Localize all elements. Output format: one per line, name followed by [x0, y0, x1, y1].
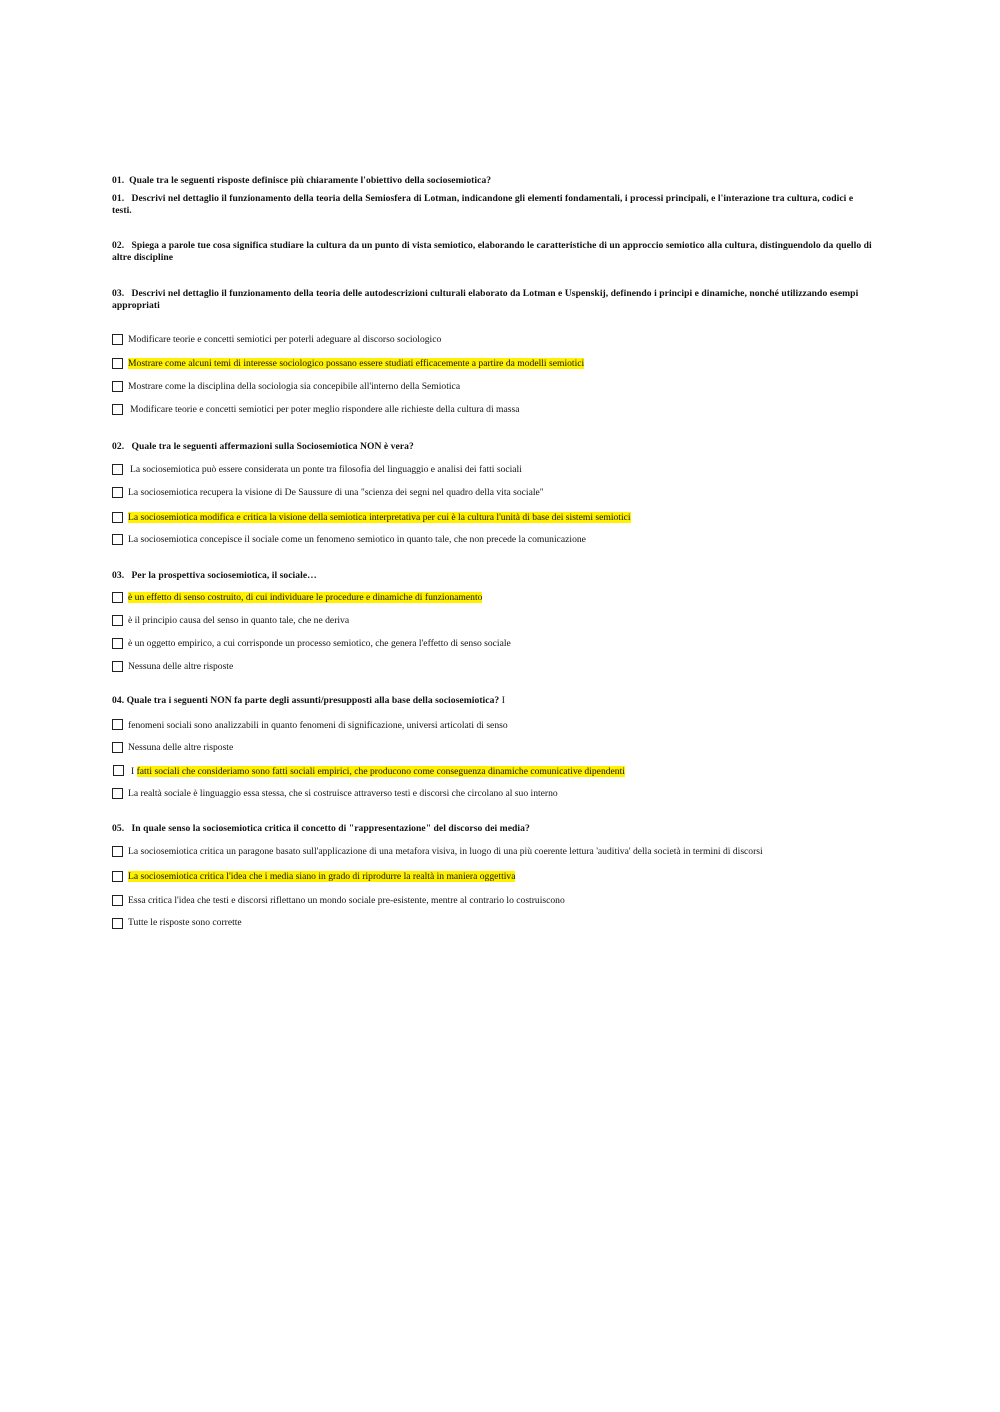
answer-text-highlighted: La sociosemiotica modifica e critica la visione della semiotica interpretativa per cui è la cultura l'unità di base dei sistemi semiotici	[128, 512, 631, 523]
answer-option	[128, 486, 544, 499]
question-number: 01.	[112, 175, 125, 186]
question-text: Quale tra i seguenti NON fa parte degli assunti/presupposti alla base della sociosemiotica?	[126, 695, 500, 706]
answer-checkbox[interactable]	[112, 464, 123, 475]
question-03-autodescrizioni	[112, 288, 872, 312]
question-text: In quale senso la sociosemiotica critica il concetto di "rappresentazione" del discorso dei media?	[131, 823, 530, 834]
answer-checkbox[interactable]	[112, 487, 123, 498]
answer-text-highlighted: Mostrare come alcuni temi di interesse sociologico possano essere studiati efficacemente a partire da modelli semiotici	[128, 358, 585, 369]
question-02-non-vera	[112, 441, 414, 453]
answer-text: è un oggetto empirico, a cui corrisponde un processo semiotico, che genera l'effetto di senso sociale	[128, 638, 511, 649]
answer-checkbox[interactable]	[112, 788, 123, 799]
question-number: 05.	[112, 823, 125, 834]
question-text: Quale tra le seguenti risposte definisce più chiaramente l'obiettivo della sociosemiotica?	[129, 175, 492, 186]
answer-checkbox[interactable]	[112, 592, 123, 603]
answer-option	[130, 403, 519, 416]
answer-option	[128, 719, 508, 732]
answer-text: Modificare teorie e concetti semiotici per poter meglio rispondere alle richieste della cultura di massa	[130, 404, 520, 415]
answer-checkbox[interactable]	[112, 404, 123, 415]
answer-checkbox[interactable]	[112, 846, 123, 857]
question-04-assunti	[112, 695, 505, 707]
question-03-sociale	[112, 570, 317, 582]
question-01-objective	[112, 175, 872, 187]
answer-option	[128, 660, 233, 673]
answer-checkbox[interactable]	[112, 871, 123, 882]
answer-checkbox[interactable]	[112, 918, 123, 929]
answer-checkbox[interactable]	[112, 615, 123, 626]
answer-text: La realtà sociale è linguaggio essa stessa, che si costruisce attraverso testi e discorsi che circolano al suo interno	[128, 788, 558, 799]
answer-option	[128, 894, 565, 907]
answer-checkbox[interactable]	[112, 719, 123, 730]
answer-checkbox[interactable]	[112, 638, 123, 649]
answer-option	[128, 357, 584, 370]
answer-text: Nessuna delle altre risposte	[128, 661, 234, 672]
answer-checkbox[interactable]	[112, 512, 123, 523]
answer-option	[130, 463, 522, 476]
answer-option	[128, 870, 515, 883]
answer-option	[128, 333, 441, 346]
question-number: 01.	[112, 193, 125, 204]
answer-option	[128, 637, 511, 650]
answer-checkbox[interactable]	[112, 334, 123, 345]
answer-text: Modificare teorie e concetti semiotici per poterli adeguare al discorso sociologico	[128, 334, 442, 345]
answer-checkbox[interactable]	[112, 381, 123, 392]
answer-option	[128, 591, 482, 604]
question-tail: I	[501, 695, 505, 706]
answer-option	[128, 741, 233, 754]
question-number: 03.	[112, 570, 125, 581]
answer-option	[128, 511, 631, 524]
answer-text: Nessuna delle altre risposte	[128, 742, 234, 753]
answer-option	[131, 765, 625, 778]
question-number: 02.	[112, 441, 125, 452]
answer-checkbox[interactable]	[112, 534, 123, 545]
question-text: Per la prospettiva sociosemiotica, il sociale…	[131, 570, 317, 581]
answer-text: La sociosemiotica recupera la visione di De Saussure di una "scienza dei segni nel quadro della vita sociale"	[128, 487, 544, 498]
answer-text-highlighted: fatti sociali che consideriamo sono fatti sociali empirici, che producono come conseguenza dinamiche comunicative dipendenti	[136, 766, 625, 777]
answer-text-highlighted: è un effetto di senso costruito, di cui individuare le procedure e dinamiche di funzionamento	[128, 592, 483, 603]
answer-option	[128, 380, 460, 393]
answer-checkbox[interactable]	[112, 358, 123, 369]
answer-text: Essa critica l'idea che testi e discorsi riflettano un mondo sociale pre-esistente, mentre al contrario lo costruiscono	[128, 895, 565, 906]
answer-text: Tutte le risposte sono corrette	[128, 917, 242, 928]
answer-text: è il principio causa del senso in quanto tale, che ne deriva	[128, 615, 350, 626]
question-number: 03.	[112, 288, 125, 299]
question-number: 04.	[112, 695, 125, 706]
answer-option	[128, 614, 349, 627]
question-text: Descrivi nel dettaglio il funzionamento della teoria delle autodescrizioni culturali elaborato da Lotman e Uspenskij, definendo i principi e dinamiche, nonché utilizzando esempi appropriati	[112, 288, 859, 311]
answer-checkbox[interactable]	[112, 742, 123, 753]
answer-checkbox[interactable]	[113, 765, 124, 776]
answer-text: La sociosemiotica concepisce il sociale come un fenomeno semiotico in quanto tale, che non precede la comunicazione	[128, 534, 586, 545]
answer-checkbox[interactable]	[112, 895, 123, 906]
answer-text: fenomeni sociali sono analizzabili in quanto fenomeni di significazione, universi articolati di senso	[128, 720, 508, 731]
answer-text: La sociosemiotica può essere considerata un ponte tra filosofia del linguaggio e analisi dei fatti sociali	[130, 464, 522, 475]
answer-text-highlighted: La sociosemiotica critica l'idea che i media siano in grado di riprodurre la realtà in maniera oggettiva	[128, 871, 516, 882]
answer-prefix: I	[131, 766, 135, 777]
answer-text: Mostrare come la disciplina della sociologia sia concepibile all'interno della Semiotica	[128, 381, 461, 392]
question-text: Quale tra le seguenti affermazioni sulla Sociosemiotica NON è vera?	[131, 441, 414, 452]
answer-option	[128, 845, 763, 858]
answer-option	[128, 916, 242, 929]
question-text: Descrivi nel dettaglio il funzionamento della teoria della Semiosfera di Lotman, indicandone gli elementi fondamentali, i processi principali, e l'interazione tra cultura, codici e testi.	[112, 193, 854, 216]
question-05-rappresentazione	[112, 823, 530, 835]
answer-text: La sociosemiotica critica un paragone basato sull'applicazione di una metafora visiva, in luogo di una più coerente lettura 'auditiva' della società in termini di discorsi	[128, 846, 763, 857]
answer-option	[128, 787, 558, 800]
question-number: 02.	[112, 240, 125, 251]
question-01-semiosfera	[112, 193, 872, 217]
question-02-cultura	[112, 240, 872, 264]
answer-option	[128, 533, 586, 546]
answer-checkbox[interactable]	[112, 661, 123, 672]
question-text: Spiega a parole tue cosa significa studiare la cultura da un punto di vista semiotico, elaborando le caratteristiche di un approccio semiotico alla cultura, distinguendolo da quello di altre discipline	[112, 240, 872, 263]
